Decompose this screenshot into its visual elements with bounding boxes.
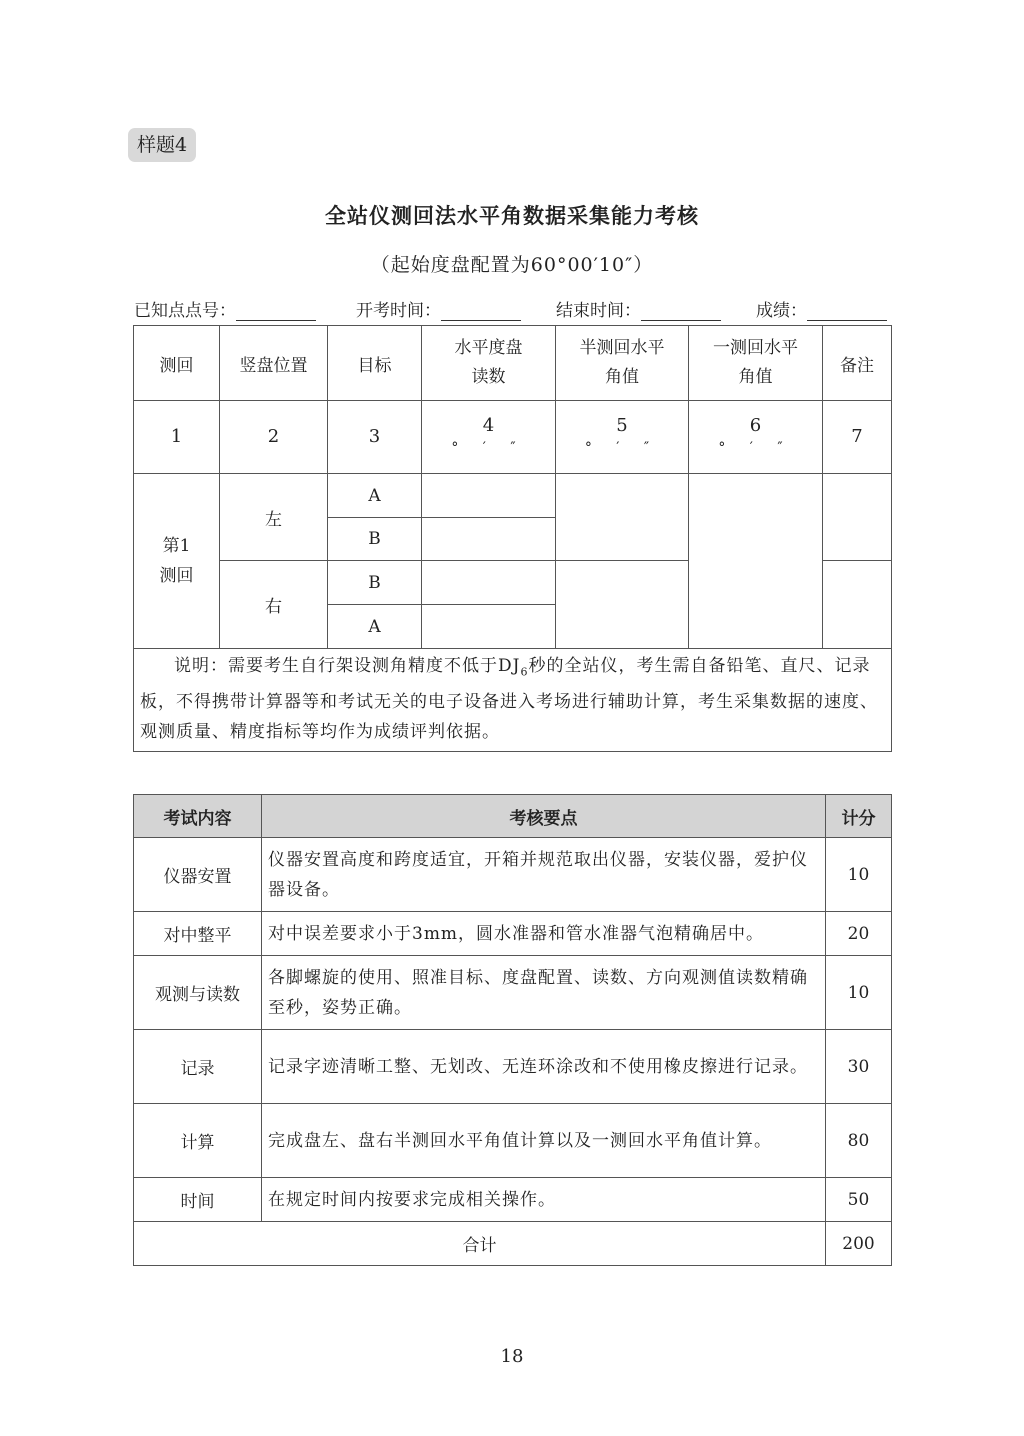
half-angle-left-cell xyxy=(556,474,689,561)
points-cell: 仪器安置高度和跨度适宜，开箱并规范取出仪器，安装仪器，爱护仪器设备。 xyxy=(262,838,826,912)
scoring-header-row xyxy=(134,795,892,838)
start-time-label: 开考时间： xyxy=(356,301,441,321)
note-subscript: 6 xyxy=(520,665,529,679)
note-cell xyxy=(134,649,892,752)
header-target: 目标 xyxy=(328,326,422,401)
end-time-label: 结束时间： xyxy=(556,301,641,321)
points-cell: 记录字迹清晰工整、无划改、无连环涂改和不使用橡皮擦进行记录。 xyxy=(262,1030,826,1104)
scoring-table xyxy=(133,794,892,1266)
scoring-row xyxy=(134,912,892,956)
reading-cell xyxy=(422,605,556,649)
one-round-angle-cell xyxy=(689,474,823,649)
face-right-cell: 右 xyxy=(220,561,328,649)
header-content: 考试内容 xyxy=(134,795,262,838)
score-cell: 30 xyxy=(826,1030,892,1104)
col-number: 7 xyxy=(823,401,892,474)
sample-badge: 样题4 xyxy=(128,128,196,162)
item-cell: 观测与读数 xyxy=(134,956,262,1030)
face-left-cell: 左 xyxy=(220,474,328,561)
item-cell: 计算 xyxy=(134,1104,262,1178)
score-cell: 50 xyxy=(826,1178,892,1222)
header-half-round-angle: 半测回水平 角值 xyxy=(556,326,689,401)
page-subtitle: （起始度盘配置为60°00′10″） xyxy=(370,254,654,276)
note-text-rest: 秒的全站仪，考生需自备铅笔、直尺、记录板，不得携带计算器等和考试无关的电子设备进入考场进行辅助计算，考生采集数据的速度、观测质量、精度指标等均作为成绩评判依据。 xyxy=(140,656,878,743)
header-remark: 备注 xyxy=(823,326,892,401)
record-row xyxy=(134,474,892,518)
scoring-row xyxy=(134,1178,892,1222)
item-cell: 记录 xyxy=(134,1030,262,1104)
col-number-with-units: 4 ° ′ ″ xyxy=(422,401,556,474)
record-header-row xyxy=(134,326,892,401)
col-number: 3 xyxy=(328,401,422,474)
header-points: 考核要点 xyxy=(262,795,826,838)
points-cell: 各脚螺旋的使用、照准目标、度盘配置、读数、方向观测值读数精确至秒，姿势正确。 xyxy=(262,956,826,1030)
remark-cell xyxy=(823,561,892,649)
scoring-row xyxy=(134,1030,892,1104)
header-face: 竖盘位置 xyxy=(220,326,328,401)
total-score: 200 xyxy=(826,1222,892,1266)
score-blank xyxy=(807,300,887,321)
remark-cell xyxy=(823,474,892,561)
points-cell: 对中误差要求小于3mm，圆水准器和管水准器气泡精确居中。 xyxy=(262,912,826,956)
note-text: 说明：需要考生自行架设测角精度不低于DJ xyxy=(174,656,521,676)
total-row xyxy=(134,1222,892,1266)
point-blank xyxy=(236,300,316,321)
points-cell: 完成盘左、盘右半测回水平角值计算以及一测回水平角值计算。 xyxy=(262,1104,826,1178)
header-one-round-angle: 一测回水平 角值 xyxy=(689,326,823,401)
score-cell: 10 xyxy=(826,838,892,912)
angle-record-table xyxy=(133,325,892,752)
score-cell: 80 xyxy=(826,1104,892,1178)
start-time-blank xyxy=(441,300,521,321)
end-time-blank xyxy=(641,300,721,321)
round-cell: 第1 测回 xyxy=(134,474,220,649)
item-cell: 对中整平 xyxy=(134,912,262,956)
note-row xyxy=(134,649,892,752)
header-round: 测回 xyxy=(134,326,220,401)
point-field xyxy=(134,296,316,321)
col-number-with-units: 5 ° ′ ″ xyxy=(556,401,689,474)
scoring-row xyxy=(134,1104,892,1178)
item-cell: 仪器安置 xyxy=(134,838,262,912)
scoring-row xyxy=(134,838,892,912)
target-cell: B xyxy=(328,518,422,561)
exam-info-line xyxy=(134,296,896,322)
reading-cell xyxy=(422,561,556,605)
start-time-field xyxy=(356,296,521,321)
score-cell: 10 xyxy=(826,956,892,1030)
target-cell: A xyxy=(328,605,422,649)
col-number: 2 xyxy=(220,401,328,474)
reading-cell xyxy=(422,474,556,518)
total-label: 合计 xyxy=(134,1222,826,1266)
col-number-with-units: 6 ° ′ ″ xyxy=(689,401,823,474)
points-cell: 在规定时间内按要求完成相关操作。 xyxy=(262,1178,826,1222)
score-field xyxy=(756,296,887,321)
score-cell: 20 xyxy=(826,912,892,956)
column-number-row xyxy=(134,401,892,474)
scoring-row xyxy=(134,956,892,1030)
end-time-field xyxy=(556,296,721,321)
header-reading: 水平度盘 读数 xyxy=(422,326,556,401)
score-label: 成绩： xyxy=(756,301,807,321)
target-cell: A xyxy=(328,474,422,518)
item-cell: 时间 xyxy=(134,1178,262,1222)
header-score: 计分 xyxy=(826,795,892,838)
col-number: 1 xyxy=(134,401,220,474)
half-angle-right-cell xyxy=(556,561,689,649)
point-label: 已知点点号： xyxy=(134,301,236,321)
reading-cell xyxy=(422,518,556,561)
target-cell: B xyxy=(328,561,422,605)
page-title: 全站仪测回法水平角数据采集能力考核 xyxy=(325,204,699,228)
page-number: 18 xyxy=(500,1346,524,1367)
